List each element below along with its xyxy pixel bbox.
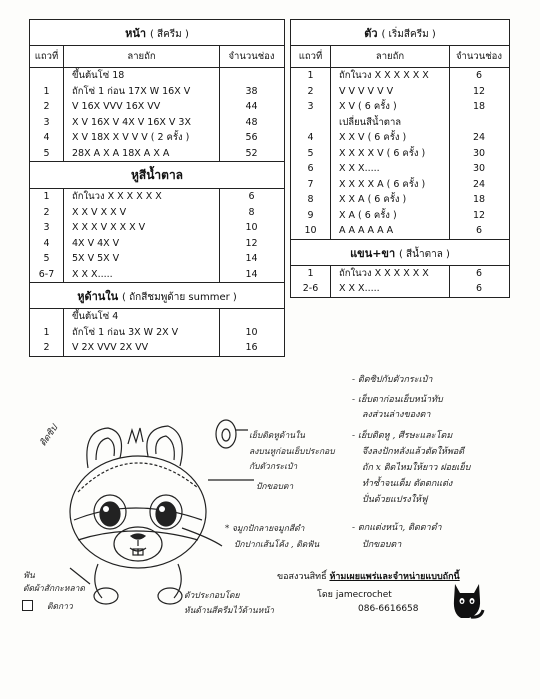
- stitch-pattern: X V 16X V 4X V 16X V 3X: [72, 116, 191, 128]
- table-row: [30, 267, 284, 283]
- bear-diagram: [30, 408, 260, 608]
- stitch-pattern: ถักในวง X X X X X X: [72, 191, 162, 202]
- row-number: 1: [291, 68, 331, 84]
- body-rows: [291, 68, 509, 239]
- table-row: [291, 177, 509, 193]
- table-row: [291, 146, 509, 162]
- stitch-pattern: 28X A X A 18X A X A: [72, 147, 170, 159]
- stitch-count: [449, 115, 508, 131]
- table-row: [291, 281, 509, 297]
- stitch-count: 12: [219, 236, 283, 252]
- note-assembly-1: - เย็บติดหู , ศีรษะและโดม: [352, 431, 453, 441]
- table-row: [291, 161, 509, 177]
- note-eye-1: - เย็บตาก่อนเย็บหน้าทับ: [352, 395, 443, 405]
- table-row: [291, 115, 509, 131]
- stitch-count: 6: [449, 266, 508, 282]
- row-number: 2: [30, 205, 64, 221]
- table-row: [30, 130, 284, 146]
- row-number: 10: [291, 223, 331, 239]
- row-number: [291, 115, 331, 131]
- left-pattern-table: [29, 19, 285, 357]
- table-row: [291, 130, 509, 146]
- cat-logo-icon: [447, 578, 487, 622]
- stitch-count: 6: [449, 223, 508, 239]
- table-row: [30, 115, 284, 131]
- diagram-body-note-2: หันด้านสีครีมไว้ด้านหน้า: [184, 606, 274, 616]
- diagram-body-note-1: ตัวประกอบโดย: [184, 591, 240, 601]
- stitch-count: 52: [219, 146, 283, 162]
- row-number: 1: [30, 189, 64, 205]
- stitch-pattern: ถักโซ่ 1 ก่อน 17X W 16X V: [72, 85, 191, 97]
- table-row: [291, 266, 509, 282]
- row-number: 6-7: [30, 267, 64, 283]
- row-number: 5: [30, 146, 64, 162]
- diagram-zip-label: ติดซิป: [38, 423, 61, 449]
- stitch-count: 6: [449, 281, 508, 297]
- diagram-nose-note-2: ปักปากเส้นโค้ง , ติดฟัน: [234, 540, 320, 550]
- diagram-eye-note: ปักขอบตา: [256, 482, 294, 492]
- stitch-pattern: X X V ( 6 ครั้ง ): [339, 132, 407, 143]
- stitch-pattern: X V 18X X V V V ( 2 ครั้ง ): [72, 132, 190, 143]
- body-table-header: แถวที่ ลายถัก จำนวนช่อง: [291, 46, 509, 68]
- stitch-count: [219, 68, 283, 84]
- stitch-pattern: X A ( 6 ครั้ง ): [339, 209, 397, 221]
- stitch-count: 14: [219, 267, 283, 283]
- stitch-pattern: X X X V X X X V: [72, 222, 146, 233]
- table-row: [30, 220, 284, 236]
- inner-ear-section-title: หูด้านใน ( ถักสีชมพูด้าย summer ): [30, 282, 284, 309]
- row-number: 2-6: [291, 281, 331, 297]
- stitch-pattern: X X V X X V: [72, 206, 127, 218]
- diagram-ear-note-3: กับตัวกระเป๋า: [249, 462, 298, 472]
- stitch-pattern: 4X V 4X V: [72, 237, 120, 249]
- stitch-count: 14: [219, 251, 283, 267]
- note-assembly-5: ปั่นด้วยแปรงให้ฟู: [362, 495, 428, 505]
- stitch-pattern: V 2X VVV 2X VV: [72, 342, 149, 353]
- stitch-pattern: X V ( 6 ครั้ง ): [339, 101, 397, 112]
- stitch-count: 10: [219, 220, 283, 236]
- note-assembly-2: จึงลงปักหลังแล้วตัดให้พอดี: [362, 447, 465, 457]
- stitch-count: 16: [219, 340, 283, 356]
- diagram-tooth-note-1: ฟัน: [23, 571, 35, 581]
- table-row: [30, 205, 284, 221]
- row-number: 2: [30, 340, 64, 356]
- row-number: 1: [291, 266, 331, 282]
- table-row: [30, 340, 284, 356]
- rights-notice: ขอสงวนสิทธิ์ ห้ามเผยแพร่และจำหน่ายแบบถักนี้: [277, 572, 460, 582]
- table-row: [30, 309, 284, 325]
- diagram-tooth-note-2: ตัดผ้าสักกะหลาด: [23, 584, 85, 594]
- row-number: 2: [291, 84, 331, 100]
- row-number: 5: [291, 146, 331, 162]
- stitch-count: 24: [449, 130, 508, 146]
- right-pattern-table: [290, 19, 510, 298]
- table-row: [30, 236, 284, 252]
- stitch-count: 8: [219, 205, 283, 221]
- nose-shape: [131, 534, 145, 539]
- diagram-ear-note-1: เย็บติดหูด้านใน: [249, 431, 305, 441]
- row-number: 8: [291, 192, 331, 208]
- row-number: [30, 309, 64, 325]
- body-shape: [95, 564, 181, 598]
- table-row: [291, 99, 509, 115]
- table-row: [291, 192, 509, 208]
- table-row: [291, 68, 509, 84]
- stitch-count: 12: [449, 208, 508, 224]
- row-number: 9: [291, 208, 331, 224]
- table-row: [291, 223, 509, 239]
- stitch-pattern: X X X X A ( 6 ครั้ง ): [339, 178, 426, 190]
- left-ear-shape: [87, 428, 122, 468]
- stitch-count: 10: [219, 325, 283, 341]
- note-assembly-3: ถัก x ติดไหมให้ยาว ฝอยเย็บ: [362, 463, 471, 473]
- ear-rows: [30, 189, 284, 282]
- body-section-title: ตัว ( เริ่มสีครีม ): [291, 20, 509, 46]
- row-number: 1: [30, 84, 64, 100]
- stitch-pattern: เปลี่ยนสีน้ำตาล: [339, 116, 402, 128]
- table-row: [30, 84, 284, 100]
- stitch-pattern: 5X V 5X V: [72, 253, 120, 264]
- inner-ear-piece: [216, 420, 236, 448]
- face-rows: [30, 68, 284, 161]
- stitch-pattern: A A A A A A: [339, 225, 394, 236]
- table-row: [30, 251, 284, 267]
- stitch-count: 12: [449, 84, 508, 100]
- stitch-pattern: ขึ้นต้นโซ่ 4: [72, 311, 119, 322]
- diagram-nose-note-1: * จมูกปักลายจมูกสีดำ: [225, 524, 305, 534]
- row-number: 3: [30, 115, 64, 131]
- row-number: 5: [30, 251, 64, 267]
- stitch-pattern: ถักในวง X X X X X X: [339, 267, 429, 279]
- stitch-count: 24: [449, 177, 508, 193]
- diagram-glue-note: ติดกาว: [47, 602, 73, 612]
- stitch-pattern: X X X.....: [339, 163, 380, 174]
- stitch-pattern: X X X X V ( 6 ครั้ง ): [339, 147, 426, 159]
- table-row: [30, 99, 284, 115]
- note-assembly-4: ทำซ้ำจนเต็ม ตัดตกแต่ง: [362, 479, 453, 489]
- limbs-rows: [291, 266, 509, 297]
- diagram-ear-note-2: ลงบนหูก่อนเย็บประกอบ: [249, 447, 335, 457]
- note-eye-2: ลงส่วนล่างของตา: [362, 410, 431, 420]
- row-number: 6: [291, 161, 331, 177]
- table-row: [30, 325, 284, 341]
- stitch-count: [219, 309, 283, 325]
- stitch-count: 48: [219, 115, 283, 131]
- table-row: [291, 84, 509, 100]
- stitch-pattern: V 16X VVV 16X VV: [72, 101, 161, 112]
- face-section-title: หน้า ( สีครีม ): [30, 20, 284, 46]
- phone-number: 086-6616658: [358, 604, 419, 614]
- stitch-count: 18: [449, 99, 508, 115]
- row-number: 7: [291, 177, 331, 193]
- row-number: 1: [30, 325, 64, 341]
- stitch-pattern: V V V V V V: [339, 85, 394, 97]
- stitch-count: 6: [449, 68, 508, 84]
- table-row: [30, 68, 284, 84]
- stitch-count: 18: [449, 192, 508, 208]
- stitch-pattern: X X A ( 6 ครั้ง ): [339, 194, 407, 205]
- row-number: 3: [291, 99, 331, 115]
- note-face-2: ปักขอบตา: [362, 540, 402, 550]
- row-number: 4: [30, 130, 64, 146]
- stitch-pattern: X X X.....: [339, 283, 380, 294]
- stitch-pattern: ถักโซ่ 1 ก่อน 3X W 2X V: [72, 326, 179, 338]
- row-number: 3: [30, 220, 64, 236]
- stitch-count: 38: [219, 84, 283, 100]
- stitch-pattern: ขึ้นต้นโซ่ 18: [72, 70, 125, 81]
- row-number: 4: [291, 130, 331, 146]
- ear-section-title: หูสีน้ำตาล: [30, 161, 284, 189]
- stitch-pattern: X X X.....: [72, 268, 113, 280]
- table-row: [291, 208, 509, 224]
- inner-ear-rows: [30, 309, 284, 356]
- stitch-pattern: ถักในวง X X X X X X: [339, 70, 429, 81]
- note-zip: - ติดซิปกับตัวกระเป๋า: [352, 375, 433, 385]
- limbs-section-title: แขน+ขา ( สีน้ำตาล ): [291, 239, 509, 266]
- stitch-count: 44: [219, 99, 283, 115]
- table-row: [30, 146, 284, 162]
- row-number: 2: [30, 99, 64, 115]
- author-credit: โดย jamecrochet: [317, 590, 392, 600]
- row-number: 4: [30, 236, 64, 252]
- row-number: [30, 68, 64, 84]
- stitch-count: 30: [449, 161, 508, 177]
- face-table-header: แถวที่ ลายถัก จำนวนช่อง: [30, 46, 284, 68]
- note-face-1: - ตกแต่งหน้า, ติดตาดำ: [352, 523, 442, 533]
- stitch-count: 30: [449, 146, 508, 162]
- stitch-count: 56: [219, 130, 283, 146]
- stitch-count: 6: [219, 189, 283, 205]
- table-row: [30, 189, 284, 205]
